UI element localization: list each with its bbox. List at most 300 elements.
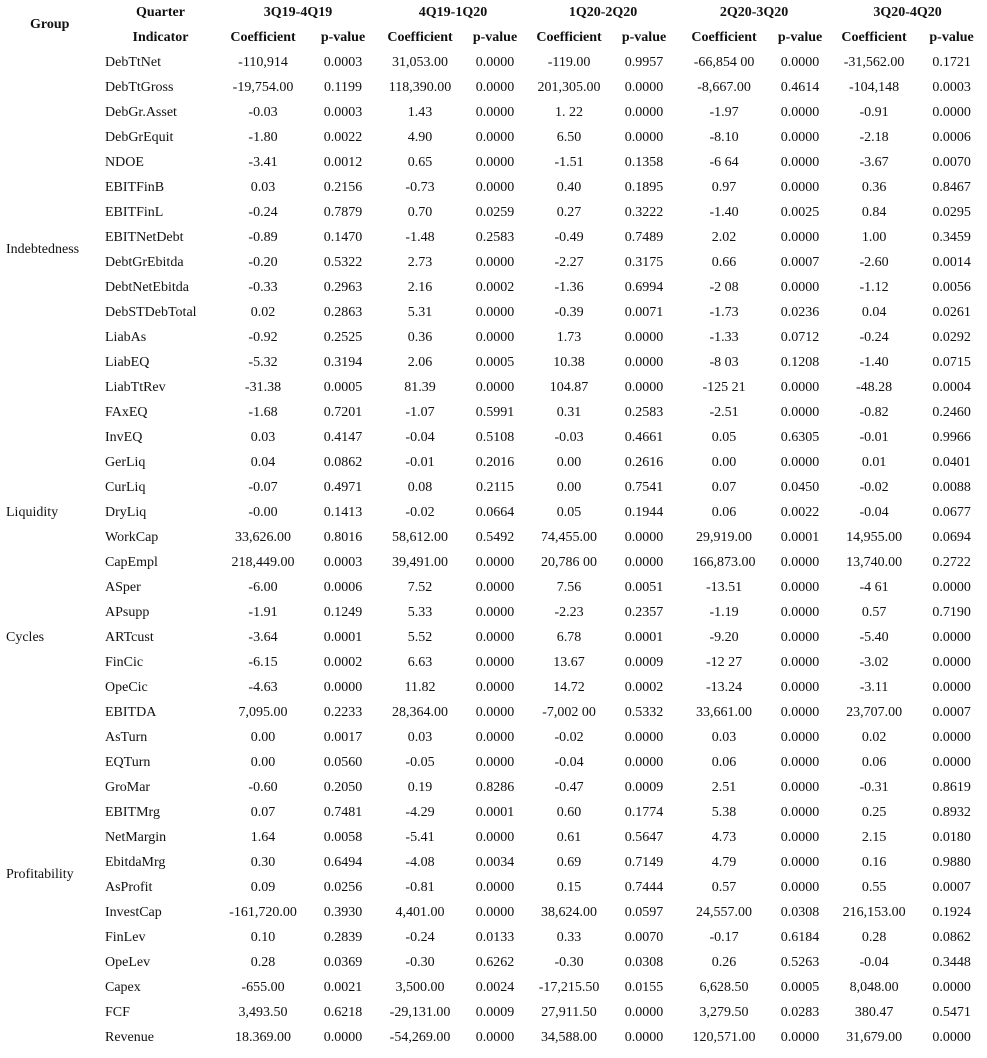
coefficient-cell: -0.30 bbox=[554, 954, 584, 970]
coefficient-cell: -0.24 bbox=[405, 929, 435, 945]
p-value-cell: 0.0000 bbox=[780, 779, 820, 795]
coefficient-cell: -0.49 bbox=[554, 229, 584, 245]
coefficient-cell: 0.15 bbox=[556, 879, 582, 895]
p-value-cell: 0.4147 bbox=[323, 429, 363, 445]
coefficient-cell: 0.16 bbox=[861, 854, 887, 870]
coefficient-cell: -0.20 bbox=[248, 254, 278, 270]
indicator-name: DebTtGross bbox=[105, 79, 174, 95]
p-value-cell: 0.0058 bbox=[323, 829, 363, 845]
p-value-cell: 0.0024 bbox=[475, 979, 515, 995]
p-value-cell: 0.6494 bbox=[323, 854, 363, 870]
p-value-cell: 0.0292 bbox=[932, 329, 971, 345]
p-value-cell: 0.0005 bbox=[323, 379, 363, 395]
p-value-cell: 0.0006 bbox=[323, 579, 363, 595]
coefficient-cell: 5.31 bbox=[407, 304, 433, 320]
coefficient-cell: 0.00 bbox=[556, 454, 582, 470]
coefficient-cell: -0.01 bbox=[859, 429, 889, 445]
p-value-cell: 0.0664 bbox=[475, 504, 515, 520]
coefficient-cell: 28,364.00 bbox=[392, 704, 449, 720]
coefficient-cell: 0.26 bbox=[711, 954, 737, 970]
p-value-cell: 0.0000 bbox=[475, 129, 515, 145]
coefficient-cell: 120,571.00 bbox=[692, 1029, 756, 1045]
p-value-cell: 0.0000 bbox=[475, 54, 515, 70]
p-value-cell: 0.0256 bbox=[323, 879, 363, 895]
p-value-cell: 0.0000 bbox=[624, 729, 664, 745]
p-value-cell: 0.8932 bbox=[932, 804, 971, 820]
coefficient-cell: -17,215.50 bbox=[538, 979, 600, 995]
p-value-cell: 0.0000 bbox=[624, 1029, 664, 1045]
p-value-cell: 0.0000 bbox=[624, 79, 664, 95]
coefficient-cell: 34,588.00 bbox=[541, 1029, 598, 1045]
coefficient-cell: -1.19 bbox=[709, 604, 739, 620]
p-value-cell: 0.0862 bbox=[323, 454, 363, 470]
table-row bbox=[0, 450, 985, 475]
p-value-cell: 0.0000 bbox=[475, 304, 515, 320]
p-value-cell: 0.7541 bbox=[624, 479, 664, 495]
coefficient-cell: 0.03 bbox=[250, 179, 276, 195]
indicator-name: DebGr.Asset bbox=[105, 104, 177, 120]
p-value-cell: 0.0009 bbox=[624, 654, 664, 670]
coefficient-cell: -66,854 00 bbox=[693, 54, 755, 70]
p-value-cell: 0.0000 bbox=[475, 604, 515, 620]
p-value-cell: 0.0694 bbox=[932, 529, 971, 545]
p-value-cell: 0.0259 bbox=[475, 204, 515, 220]
coefficient-header: Coefficient bbox=[387, 29, 453, 45]
coefficient-header: Coefficient bbox=[841, 29, 907, 45]
indicator-name: WorkCap bbox=[105, 529, 159, 545]
coefficient-cell: -0.30 bbox=[405, 954, 435, 970]
coefficient-cell: -1.12 bbox=[859, 279, 889, 295]
table-row bbox=[0, 275, 985, 300]
coefficient-cell: 3,493.50 bbox=[238, 1004, 288, 1020]
quarter-header: Quarter bbox=[136, 4, 185, 20]
table-row bbox=[0, 875, 985, 900]
coefficient-cell: -8,667.00 bbox=[697, 79, 751, 95]
p-value-cell: 0.0000 bbox=[780, 454, 820, 470]
p-value-cell: 0.4971 bbox=[323, 479, 363, 495]
coefficient-cell: -3.67 bbox=[859, 154, 889, 170]
table-row bbox=[0, 475, 985, 500]
coefficient-cell: 6.50 bbox=[556, 129, 582, 145]
coefficient-cell: -13.24 bbox=[705, 679, 743, 695]
p-value-cell: 0.0283 bbox=[780, 1004, 820, 1020]
coefficient-cell: 0.97 bbox=[711, 179, 737, 195]
coefficient-cell: -4 61 bbox=[859, 579, 889, 595]
indicator-name: DebtNetEbitda bbox=[105, 279, 189, 295]
table-row bbox=[0, 825, 985, 850]
p-value-header: p-value bbox=[621, 29, 667, 45]
group-label: Cycles bbox=[6, 629, 45, 645]
p-value-cell: 0.0003 bbox=[323, 554, 363, 570]
table-row bbox=[0, 550, 985, 575]
coefficient-cell: 4.90 bbox=[407, 129, 433, 145]
group-label: Indebtedness bbox=[6, 242, 80, 257]
p-value-cell: 0.3930 bbox=[323, 904, 363, 920]
coefficient-cell: 7.52 bbox=[407, 579, 433, 595]
p-value-cell: 0.7489 bbox=[624, 229, 664, 245]
p-value-cell: 0.0000 bbox=[780, 754, 820, 770]
p-value-cell: 0.3459 bbox=[932, 229, 971, 245]
coefficient-cell: 0.27 bbox=[556, 204, 582, 220]
p-value-cell: 0.1199 bbox=[324, 79, 362, 95]
coefficient-cell: -1.48 bbox=[405, 229, 435, 245]
coefficient-cell: -0.92 bbox=[248, 329, 278, 345]
table-row bbox=[0, 1000, 985, 1025]
coefficient-cell: -119.00 bbox=[547, 54, 591, 70]
coefficient-cell: 0.02 bbox=[861, 729, 887, 745]
coefficient-cell: -1.07 bbox=[405, 404, 435, 420]
p-value-cell: 0.0000 bbox=[475, 179, 515, 195]
coefficient-cell: -0.02 bbox=[859, 479, 889, 495]
coefficient-cell: -0.00 bbox=[248, 504, 278, 520]
indicator-name: DryLiq bbox=[105, 504, 147, 520]
p-value-cell: 0.0003 bbox=[932, 79, 971, 95]
coefficient-cell: 0.69 bbox=[556, 854, 582, 870]
p-value-cell: 0.0007 bbox=[932, 704, 971, 720]
p-value-cell: 0.0000 bbox=[475, 729, 515, 745]
coefficient-cell: 0.04 bbox=[250, 454, 276, 470]
table-row bbox=[0, 625, 985, 650]
coefficient-cell: -54,269.00 bbox=[389, 1029, 451, 1045]
p-value-cell: 0.2583 bbox=[475, 229, 515, 245]
coefficient-cell: 14.72 bbox=[553, 679, 585, 695]
coefficient-cell: 0.01 bbox=[861, 454, 887, 470]
indicator-name: DebtGrEbitda bbox=[105, 254, 184, 270]
indicator-name: EQTurn bbox=[105, 754, 151, 770]
indicator-name: EBITFinL bbox=[105, 204, 164, 220]
coefficient-cell: -1.40 bbox=[709, 204, 739, 220]
coefficient-cell: -2.60 bbox=[859, 254, 889, 270]
p-value-cell: 0.5108 bbox=[475, 429, 515, 445]
p-value-cell: 0.0001 bbox=[624, 629, 664, 645]
coefficient-cell: 1.64 bbox=[250, 829, 276, 845]
p-value-cell: 0.0000 bbox=[780, 629, 820, 645]
p-value-cell: 0.0000 bbox=[624, 554, 664, 570]
p-value-cell: 0.7190 bbox=[932, 604, 971, 620]
p-value-cell: 0.0000 bbox=[780, 1029, 820, 1045]
coefficient-cell: 0.28 bbox=[861, 929, 887, 945]
coefficient-cell: -6.00 bbox=[248, 579, 278, 595]
p-value-cell: 0.0071 bbox=[624, 304, 664, 320]
table-row bbox=[0, 75, 985, 100]
p-value-cell: 0.8619 bbox=[932, 779, 971, 795]
coefficient-cell: 0.00 bbox=[711, 454, 737, 470]
coefficient-cell: 166,873.00 bbox=[692, 554, 756, 570]
p-value-cell: 0.5263 bbox=[780, 954, 820, 970]
coefficient-cell: -104,148 bbox=[848, 79, 900, 95]
table-row bbox=[0, 950, 985, 975]
coefficient-cell: -161,720.00 bbox=[229, 904, 297, 920]
coefficient-cell: 118,390.00 bbox=[388, 79, 452, 95]
p-value-cell: 0.0000 bbox=[780, 404, 820, 420]
indicator-name: DebGrEquit bbox=[105, 129, 174, 145]
p-value-cell: 0.1358 bbox=[624, 154, 664, 170]
coefficient-cell: -9.20 bbox=[709, 629, 739, 645]
coefficient-cell: 0.66 bbox=[711, 254, 737, 270]
coefficient-cell: -5.40 bbox=[859, 629, 889, 645]
coefficient-cell: 0.06 bbox=[711, 754, 737, 770]
group-label: Liquidity bbox=[6, 504, 59, 520]
p-value-cell: 0.0000 bbox=[780, 704, 820, 720]
table-row bbox=[0, 975, 985, 1000]
period-header: 1Q20-2Q20 bbox=[568, 4, 638, 20]
table-row bbox=[0, 350, 985, 375]
table-row bbox=[0, 125, 985, 150]
indicator-name: LiabEQ bbox=[105, 354, 150, 370]
p-value-cell: 0.7444 bbox=[624, 879, 664, 895]
indicator-name: CurLiq bbox=[105, 479, 146, 495]
p-value-cell: 0.0000 bbox=[932, 729, 971, 745]
p-value-cell: 0.1774 bbox=[624, 804, 664, 820]
p-value-cell: 0.0677 bbox=[932, 504, 971, 520]
coefficient-cell: 0.09 bbox=[250, 879, 276, 895]
p-value-cell: 0.2616 bbox=[624, 454, 664, 470]
p-value-cell: 0.0369 bbox=[323, 954, 363, 970]
p-value-cell: 0.0000 bbox=[780, 179, 820, 195]
table-row bbox=[0, 400, 985, 425]
coefficient-cell: -5.32 bbox=[248, 354, 278, 370]
p-value-cell: 0.0000 bbox=[932, 679, 971, 695]
indicator-name: FinCic bbox=[105, 654, 144, 670]
p-value-cell: 0.2722 bbox=[932, 554, 971, 570]
p-value-cell: 0.0000 bbox=[475, 704, 515, 720]
p-value-cell: 0.5492 bbox=[475, 529, 515, 545]
p-value-cell: 0.0000 bbox=[475, 679, 515, 695]
coefficient-cell: 0.02 bbox=[250, 304, 276, 320]
coefficient-cell: 14,955.00 bbox=[846, 529, 903, 545]
table-row bbox=[0, 50, 985, 75]
coefficient-cell: 0.40 bbox=[556, 179, 582, 195]
coefficient-cell: 8,048.00 bbox=[849, 979, 899, 995]
table-row bbox=[0, 1025, 985, 1050]
group-header: Group bbox=[30, 17, 70, 32]
indicator-name: AsProfit bbox=[105, 879, 153, 895]
p-value-cell: 0.0005 bbox=[780, 979, 820, 995]
coefficient-cell: -19,754.00 bbox=[232, 79, 294, 95]
p-value-cell: 0.3194 bbox=[323, 354, 363, 370]
coefficient-cell: -12 27 bbox=[705, 654, 743, 670]
p-value-cell: 0.0308 bbox=[780, 904, 820, 920]
coefficient-cell: 0.30 bbox=[250, 854, 276, 870]
p-value-cell: 0.0000 bbox=[475, 104, 515, 120]
coefficient-cell: -0.01 bbox=[405, 454, 435, 470]
p-value-cell: 0.7201 bbox=[323, 404, 363, 420]
p-value-cell: 0.0000 bbox=[780, 679, 820, 695]
p-value-cell: 0.0401 bbox=[932, 454, 971, 470]
coefficient-cell: -2 08 bbox=[709, 279, 739, 295]
p-value-cell: 0.0000 bbox=[624, 379, 664, 395]
indicator-name: OpeCic bbox=[105, 679, 148, 695]
p-value-cell: 0.0006 bbox=[932, 129, 971, 145]
coefficient-cell: -8 03 bbox=[709, 354, 739, 370]
group-label: Profitability bbox=[6, 867, 74, 882]
coefficient-cell: -0.02 bbox=[405, 504, 435, 520]
p-value-cell: 0.7879 bbox=[323, 204, 363, 220]
coefficient-cell: -0.24 bbox=[859, 329, 889, 345]
p-value-cell: 0.0000 bbox=[475, 904, 515, 920]
p-value-cell: 0.0000 bbox=[624, 354, 664, 370]
p-value-cell: 0.2583 bbox=[624, 404, 664, 420]
p-value-cell: 0.0712 bbox=[780, 329, 820, 345]
p-value-header: p-value bbox=[777, 29, 823, 45]
p-value-header: p-value bbox=[320, 29, 366, 45]
coefficient-cell: 1.73 bbox=[556, 329, 582, 345]
p-value-cell: 0.5991 bbox=[475, 404, 515, 420]
coefficient-cell: 0.10 bbox=[250, 929, 276, 945]
coefficient-cell: -13.51 bbox=[705, 579, 743, 595]
coefficient-cell: 0.00 bbox=[556, 479, 582, 495]
p-value-cell: 0.4614 bbox=[780, 79, 820, 95]
p-value-cell: 0.0034 bbox=[475, 854, 515, 870]
indicator-name: FAxEQ bbox=[105, 404, 148, 420]
p-value-cell: 0.0000 bbox=[780, 129, 820, 145]
coefficient-cell: -2.27 bbox=[554, 254, 584, 270]
p-value-cell: 0.6262 bbox=[475, 954, 515, 970]
coefficient-cell: 0.00 bbox=[250, 754, 276, 770]
p-value-cell: 0.2525 bbox=[323, 329, 363, 345]
p-value-cell: 0.0009 bbox=[475, 1004, 515, 1020]
coefficient-cell: 1. 22 bbox=[555, 104, 584, 120]
table-row bbox=[0, 750, 985, 775]
indicator-name: APsupp bbox=[105, 604, 150, 620]
p-value-cell: 0.9880 bbox=[932, 854, 971, 870]
indicator-name: EbitdaMrg bbox=[105, 854, 166, 870]
coefficient-cell: 0.31 bbox=[556, 404, 582, 420]
p-value-cell: 0.0862 bbox=[932, 929, 971, 945]
p-value-cell: 0.0000 bbox=[780, 54, 820, 70]
coefficient-cell: -0.17 bbox=[709, 929, 739, 945]
indicator-name: LiabTtRev bbox=[105, 379, 166, 395]
indicator-name: EBITDA bbox=[105, 704, 157, 720]
p-value-cell: 0.0000 bbox=[475, 79, 515, 95]
p-value-cell: 0.0004 bbox=[932, 379, 971, 395]
table-row bbox=[0, 225, 985, 250]
p-value-cell: 0.1721 bbox=[932, 54, 971, 70]
coefficient-cell: -7,002 00 bbox=[542, 704, 596, 720]
coefficient-cell: 0.61 bbox=[556, 829, 582, 845]
p-value-cell: 0.3222 bbox=[624, 204, 664, 220]
coefficient-cell: -2.23 bbox=[554, 604, 584, 620]
coefficient-cell: -4.29 bbox=[405, 804, 435, 820]
coefficient-cell: -2.18 bbox=[859, 129, 889, 145]
coefficient-cell: 10.38 bbox=[553, 354, 585, 370]
coefficient-cell: 24,557.00 bbox=[696, 904, 753, 920]
coefficient-cell: 218,449.00 bbox=[231, 554, 295, 570]
coefficient-cell: -0.82 bbox=[859, 404, 889, 420]
p-value-cell: 0.0133 bbox=[475, 929, 515, 945]
coefficient-cell: -2.51 bbox=[709, 404, 739, 420]
coefficient-cell: 5.38 bbox=[711, 804, 737, 820]
p-value-header: p-value bbox=[929, 29, 974, 45]
coefficient-cell: 0.25 bbox=[861, 804, 887, 820]
p-value-cell: 0.0261 bbox=[932, 304, 971, 320]
coefficient-cell: 0.03 bbox=[407, 729, 433, 745]
p-value-cell: 0.0000 bbox=[780, 279, 820, 295]
indicator-name: AsTurn bbox=[105, 729, 148, 745]
coefficient-cell: -0.05 bbox=[405, 754, 435, 770]
p-value-cell: 0.6305 bbox=[780, 429, 820, 445]
p-value-cell: 0.0000 bbox=[475, 654, 515, 670]
coefficient-cell: -0.31 bbox=[859, 779, 889, 795]
coefficient-cell: 13.67 bbox=[553, 654, 585, 670]
p-value-cell: 0.0000 bbox=[780, 854, 820, 870]
table-row bbox=[0, 175, 985, 200]
coefficient-cell: 31,053.00 bbox=[392, 54, 449, 70]
p-value-cell: 0.1895 bbox=[624, 179, 664, 195]
coefficient-cell: -4.08 bbox=[405, 854, 435, 870]
coefficient-cell: -0.07 bbox=[248, 479, 278, 495]
coefficient-cell: 6.63 bbox=[407, 654, 433, 670]
p-value-cell: 0.0000 bbox=[780, 554, 820, 570]
p-value-cell: 0.8016 bbox=[323, 529, 363, 545]
p-value-cell: 0.0000 bbox=[932, 979, 971, 995]
coefficient-cell: 1.00 bbox=[861, 229, 887, 245]
p-value-cell: 0.0000 bbox=[475, 1029, 515, 1045]
p-value-cell: 0.0000 bbox=[780, 879, 820, 895]
p-value-cell: 0.1924 bbox=[932, 904, 971, 920]
p-value-cell: 0.2839 bbox=[323, 929, 363, 945]
p-value-cell: 0.0000 bbox=[932, 1029, 971, 1045]
p-value-cell: 0.8286 bbox=[475, 779, 515, 795]
p-value-cell: 0.0017 bbox=[323, 729, 363, 745]
table-row bbox=[0, 650, 985, 675]
p-value-cell: 0.8467 bbox=[932, 179, 971, 195]
table-row bbox=[0, 250, 985, 275]
indicator-name: EBITMrg bbox=[105, 804, 160, 820]
table-row bbox=[0, 150, 985, 175]
indicator-name: ARTcust bbox=[105, 629, 154, 645]
coefficient-cell: -6.15 bbox=[248, 654, 278, 670]
coefficient-cell: -31,562.00 bbox=[843, 54, 905, 70]
coefficient-cell: 0.05 bbox=[556, 504, 582, 520]
indicator-header: Indicator bbox=[132, 29, 189, 45]
p-value-cell: 0.0012 bbox=[323, 154, 363, 170]
period-header: 4Q19-1Q20 bbox=[418, 4, 488, 20]
p-value-cell: 0.0000 bbox=[475, 154, 515, 170]
coefficient-cell: -1.68 bbox=[248, 404, 278, 420]
coefficient-cell: 11.82 bbox=[404, 679, 436, 695]
table-row bbox=[0, 200, 985, 225]
coefficient-cell: 81.39 bbox=[404, 379, 436, 395]
coefficient-cell: -0.04 bbox=[554, 754, 584, 770]
coefficient-cell: 0.05 bbox=[711, 429, 737, 445]
p-value-cell: 0.0000 bbox=[780, 654, 820, 670]
indicator-name: DebTtNet bbox=[105, 54, 161, 70]
coefficient-cell: 2.73 bbox=[407, 254, 433, 270]
indicator-name: DebSTDebTotal bbox=[105, 304, 197, 320]
p-value-cell: 0.0000 bbox=[475, 629, 515, 645]
p-value-cell: 0.0000 bbox=[780, 804, 820, 820]
coefficient-cell: 33,626.00 bbox=[235, 529, 291, 545]
coefficient-cell: -29,131.00 bbox=[389, 1004, 451, 1020]
coefficient-cell: 18.369.00 bbox=[235, 1029, 291, 1045]
p-value-cell: 0.2357 bbox=[624, 604, 664, 620]
p-value-cell: 0.0308 bbox=[624, 954, 664, 970]
p-value-cell: 0.0000 bbox=[475, 879, 515, 895]
coefficient-cell: 7,095.00 bbox=[238, 704, 288, 720]
coefficient-cell: 0.70 bbox=[407, 204, 433, 220]
indicator-name: InvEQ bbox=[105, 429, 143, 445]
p-value-cell: 0.5322 bbox=[323, 254, 363, 270]
p-value-cell: 0.6184 bbox=[780, 929, 820, 945]
coefficient-cell: 5.52 bbox=[407, 629, 433, 645]
coefficient-header: Coefficient bbox=[230, 29, 296, 45]
indicator-name: EBITFinB bbox=[105, 179, 165, 195]
coefficient-cell: 0.33 bbox=[556, 929, 582, 945]
coefficient-cell: -1.80 bbox=[248, 129, 278, 145]
indicator-name: GroMar bbox=[105, 779, 151, 795]
indicator-name: OpeLev bbox=[105, 954, 151, 970]
